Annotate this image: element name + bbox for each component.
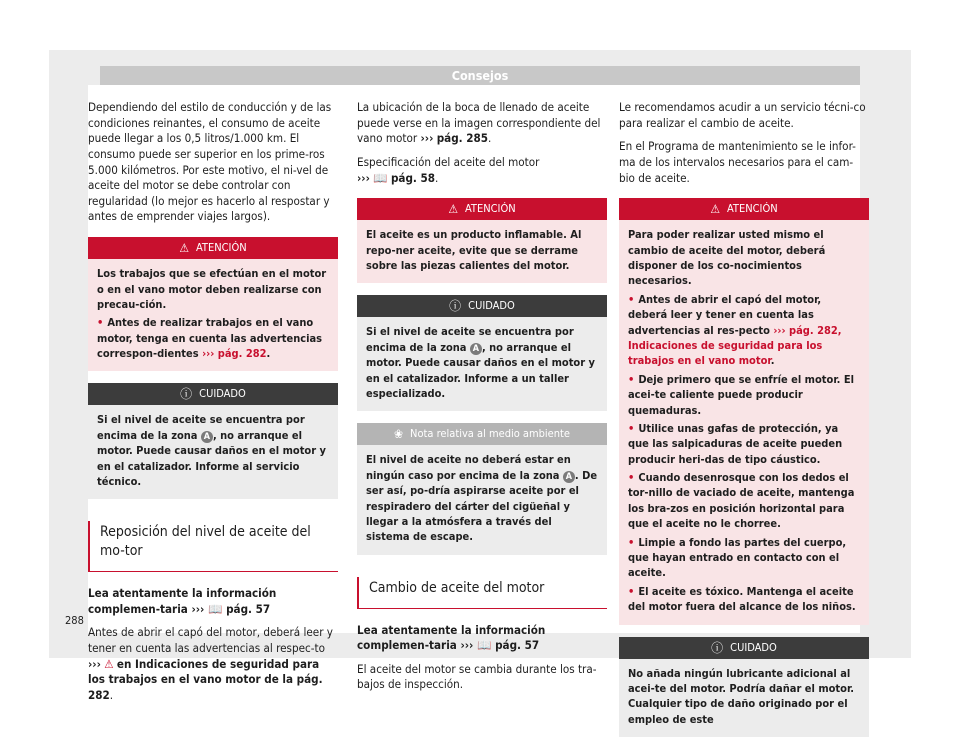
warning-bullet: • Utilice unas gafas de protección, ya que las salpicaduras de aceite pueden producir heri-das de tipo cáustico. xyxy=(628,421,843,466)
caution-text: No añada ningún lubricante adicional al acei-te del motor. Podría dañar el motor. Cualquier tipo de daño originado por el empleo de este xyxy=(628,666,855,726)
warning-box xyxy=(88,237,338,371)
warning-bullet: • Antes de abrir el capó del motor, deberá leer y tener en cuenta las advertencias al res-pecto ››› pág. 282, Indicaciones de seguridad para los trabajos en el vano motor. xyxy=(628,292,842,368)
caution-box xyxy=(619,637,869,738)
paragraph: En el Programa de mantenimiento se le infor-ma de los intervalos necesarios para el cam-bio de aceite. xyxy=(619,139,856,185)
section-title: Cambio de aceite del motor xyxy=(357,577,607,609)
warning-bullet: • Antes de realizar trabajos en el vano motor, tenga en cuenta las advertencias correspon-dientes ››› pág. 282. xyxy=(97,316,323,361)
caution-box xyxy=(357,295,607,411)
column-2 xyxy=(357,100,607,701)
info-circle-icon: ⓘ xyxy=(180,387,193,402)
warning-bullet: • Cuando desenrosque con los dedos el tor-nillo de vaciado de aceite, mantenga los bra-zos en posición horizontal para que el aceite no le chorree. xyxy=(628,471,855,531)
caution-text: Si el nivel de aceite se encuentra por encima de la zona A , no arranque el motor. Puede causar daños en el motor y en el catalizador. Informe a un taller especializado. xyxy=(366,325,596,400)
warning-title: ATENCIÓN xyxy=(465,202,516,216)
warning-triangle-icon: ⚠ xyxy=(448,202,459,217)
caution-title: CUIDADO xyxy=(730,640,777,654)
caution-box xyxy=(88,383,338,499)
book-icon: 📖 xyxy=(477,638,492,653)
warning-triangle-icon: ⚠ xyxy=(710,202,721,217)
note-text: El nivel de aceite no deberá estar en ningún caso por encima de la zona A . De ser así, po-dría aspirarse aceite por el respiradero del cárter del cigüeñal y llegar a la atmósfera a través del sistema de escape. xyxy=(366,453,598,544)
lead-text: Lea atentamente la información complemen-taria ››› 📖 pág. 57 xyxy=(88,586,277,616)
leaf-icon: ❀ xyxy=(394,427,404,442)
intro-paragraph: Dependiendo del estilo de conducción y de las condiciones reinantes, el consumo de aceite puede llegar a los 0,5 litros/1.000 km. El consumo puede ser superior en los prime-ros 5.000 kilómetros. Por este motivo, el ni-vel de aceite del motor se debe controlar con regularidad (lo mejor es hacerlo al respostar y antes de emprender viajes largos). xyxy=(88,100,332,224)
lead-link[interactable]: pág. 57 xyxy=(226,601,271,616)
zone-marker: A xyxy=(201,431,213,443)
bullet-icon: • xyxy=(97,316,104,330)
warning-triangle-icon: ⚠ xyxy=(104,656,114,671)
warning-box xyxy=(357,198,607,283)
body-paragraph: Antes de abrir el capó del motor, deberá leer y tener en cuenta las advertencias al respec-to ››› ⚠ en Indicaciones de seguridad para los trabajos en el vano motor de la pág. 282. xyxy=(88,625,333,703)
lead-text: Lea atentamente la información complemen-taria ››› 📖 pág. 57 xyxy=(357,622,546,653)
warning-bullet: • Deje primero que se enfríe el motor. El acei-te caliente puede producir quemaduras. xyxy=(628,372,854,417)
warning-title: ATENCIÓN xyxy=(727,202,778,216)
warning-bullet: • Limpie a fondo las partes del cuerpo, que hayan entrado en contacto con el aceite. xyxy=(628,535,847,580)
paragraph: Especificación del aceite del motor ››› 📖 pág. 58. xyxy=(357,154,540,185)
caution-title: CUIDADO xyxy=(199,387,246,401)
environment-note-box xyxy=(357,423,607,554)
info-circle-icon: ⓘ xyxy=(711,640,724,655)
body-paragraph: El aceite del motor se cambia durante los tra-bajos de inspección. xyxy=(357,661,597,692)
page-link[interactable]: pág. 285 xyxy=(436,131,489,146)
warning-triangle-icon: ⚠ xyxy=(179,241,190,256)
book-icon: 📖 xyxy=(208,601,223,616)
warning-text: Para poder realizar usted mismo el cambio de aceite del motor, deberá disponer de los co-nocimientos necesarios. xyxy=(628,228,826,288)
page-link[interactable]: ››› pág. 282 xyxy=(202,347,267,361)
note-title: Nota relativa al medio ambiente xyxy=(410,427,570,441)
warning-bullet: • El aceite es tóxico. Mantenga el aceite del motor fuera del alcance de los niños. xyxy=(628,584,856,614)
page-header: Consejos xyxy=(100,66,860,85)
section-title: Reposición del nivel de aceite del mo-tor xyxy=(88,521,338,572)
lead-link[interactable]: pág. 57 xyxy=(495,638,540,653)
zone-marker: A xyxy=(470,343,482,355)
page-number: 288 xyxy=(65,614,84,627)
column-3 xyxy=(619,100,869,749)
caution-text: Si el nivel de aceite se encuentra por encima de la zona A , no arranque el motor. Puede causar daños en el motor y en el catalizador. Informe al servicio técnico. xyxy=(97,413,327,489)
warning-text: Los trabajos que se efectúan en el motor o en el vano motor deben realizarse con precau-ción. xyxy=(97,267,327,311)
paragraph: La ubicación de la boca de llenado de aceite puede verse en la imagen correspondiente del vano motor ››› pág. 285. xyxy=(357,100,601,146)
info-circle-icon: ⓘ xyxy=(449,299,462,314)
zone-marker: A xyxy=(563,471,575,483)
column-1 xyxy=(88,100,338,712)
warning-text: El aceite es un producto inflamable. Al repo-ner aceite, evite que se derrame sobre las piezas calientes del motor. xyxy=(366,228,582,272)
caution-title: CUIDADO xyxy=(468,299,515,313)
warning-box xyxy=(619,198,869,624)
paragraph: Le recomendamos acudir a un servicio técni-co para realizar el cambio de aceite. xyxy=(619,100,866,130)
page-link[interactable]: pág. 58 xyxy=(390,170,436,185)
safety-link[interactable]: en Indicaciones de seguridad para los trabajos en el vano motor de la pág. 282 xyxy=(88,656,323,703)
page-link[interactable]: ››› pág. 282, Indicaciones de seguridad para los trabajos en el vano motor xyxy=(628,323,842,368)
book-icon: 📖 xyxy=(373,170,388,185)
warning-title: ATENCIÓN xyxy=(196,241,247,255)
